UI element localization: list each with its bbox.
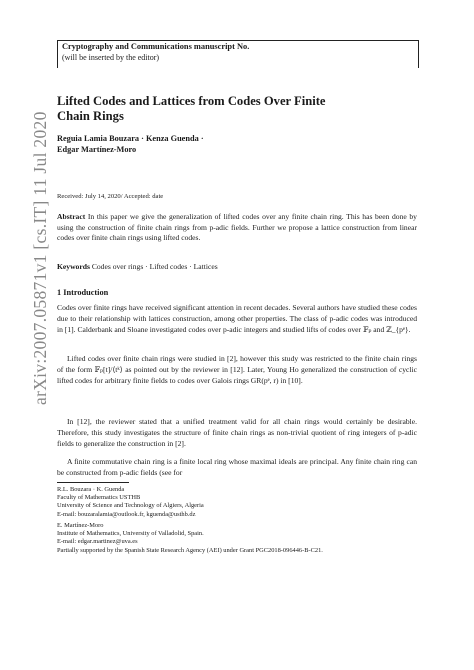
aff2-email: E-mail: edgar.martinez@uva.es [57,538,138,546]
aff1-faculty: Faculty of Mathematics USTHB [57,494,141,502]
aff2-funding: Partially supported by the Spanish State Research Agency (AEI) under Grant PGC2018-096446-B-C21. [57,546,323,554]
keywords [57,262,417,272]
author-list [57,133,357,155]
paragraph-3: In [12], the reviewer stated that a unified treatment valid for all chain rings would certainly be desirable. Therefore, this study investigates the structure of finite chain rings as non-trivial quotient of ring integers of p-adic fields to generalize the construction in [2]. [57,417,417,448]
paper-title: Lifted Codes and Lattices from Codes Over Finite Chain Rings [57,94,326,123]
keywords-label: Keywords [57,262,90,271]
abstract-text: In this paper we give the generalization of lifted codes over any finite chain ring. This has been done by using the construction of finite chain rings from p-adic fields. Further we propose a lattice construction from linear codes over finite chain rings using lifted codes. [57,212,417,242]
journal-note: (will be inserted by the editor) [62,53,160,62]
footnote-rule [57,482,129,483]
authors-line-2: Edgar Martínez-Moro [57,145,137,154]
paragraph-2: Lifted codes over finite chain rings were studied in [2], however this study was restricted to the finite chain rings of the form 𝔽ₚ[t]/⟨tᵏ⟩ as pointed out by the reviewer in [12]. Later, Young Ho generalized the construction of cyclic lifted codes for arbitrary finite fields to codes over Galois rings GR(pᵉ, r) in [10]. [57,354,417,385]
paragraph-1: Codes over finite rings have received significant attention in recent decades. Several authors have studied these codes due to their relationship with lattices construction, among other properties. The class of p-adic codes was introduced in [1]. Calderbank and Sloane investigated codes over p-adic integers and studied lifts of codes over 𝔽ₚ and ℤ_{pᵉ}. [57,303,417,334]
paragraph-4: A finite commutative chain ring is a finite local ring whose maximal ideals are principal. Any finite chain ring can be constructed from p-adic fields (see for [57,457,417,477]
section-heading: 1 Introduction [57,288,109,297]
abstract [57,212,417,244]
journal-name: Cryptography and Communications manuscript No. [62,42,250,51]
aff1-email: E-mail: bouzaralamia@outlook.fr, kguenda@usthb.dz [57,510,196,518]
received-date: Received: July 14, 2020/ Accepted: date [57,193,164,200]
abstract-label: Abstract [57,212,86,221]
aff1-university: University of Science and Technology of Algiers, Algeria [57,502,204,510]
keywords-text: Codes over rings · Lifted codes · Lattices [91,262,218,271]
aff2-author: E. Martínez-Moro [57,522,104,529]
arxiv-watermark: arXiv:2007.05871v1 [cs.IT] 11 Jul 2020 [30,111,50,405]
aff1-authors: R.L. Bouzara · K. Guenda [57,486,125,493]
affiliation-1 [57,486,417,519]
authors-line-1: Reguia Lamia Bouzara · Kenza Guenda · [57,134,204,143]
affiliation-2 [57,522,417,555]
aff2-institute: Institute of Mathematics, University of Valladolid, Spain. [57,530,204,538]
